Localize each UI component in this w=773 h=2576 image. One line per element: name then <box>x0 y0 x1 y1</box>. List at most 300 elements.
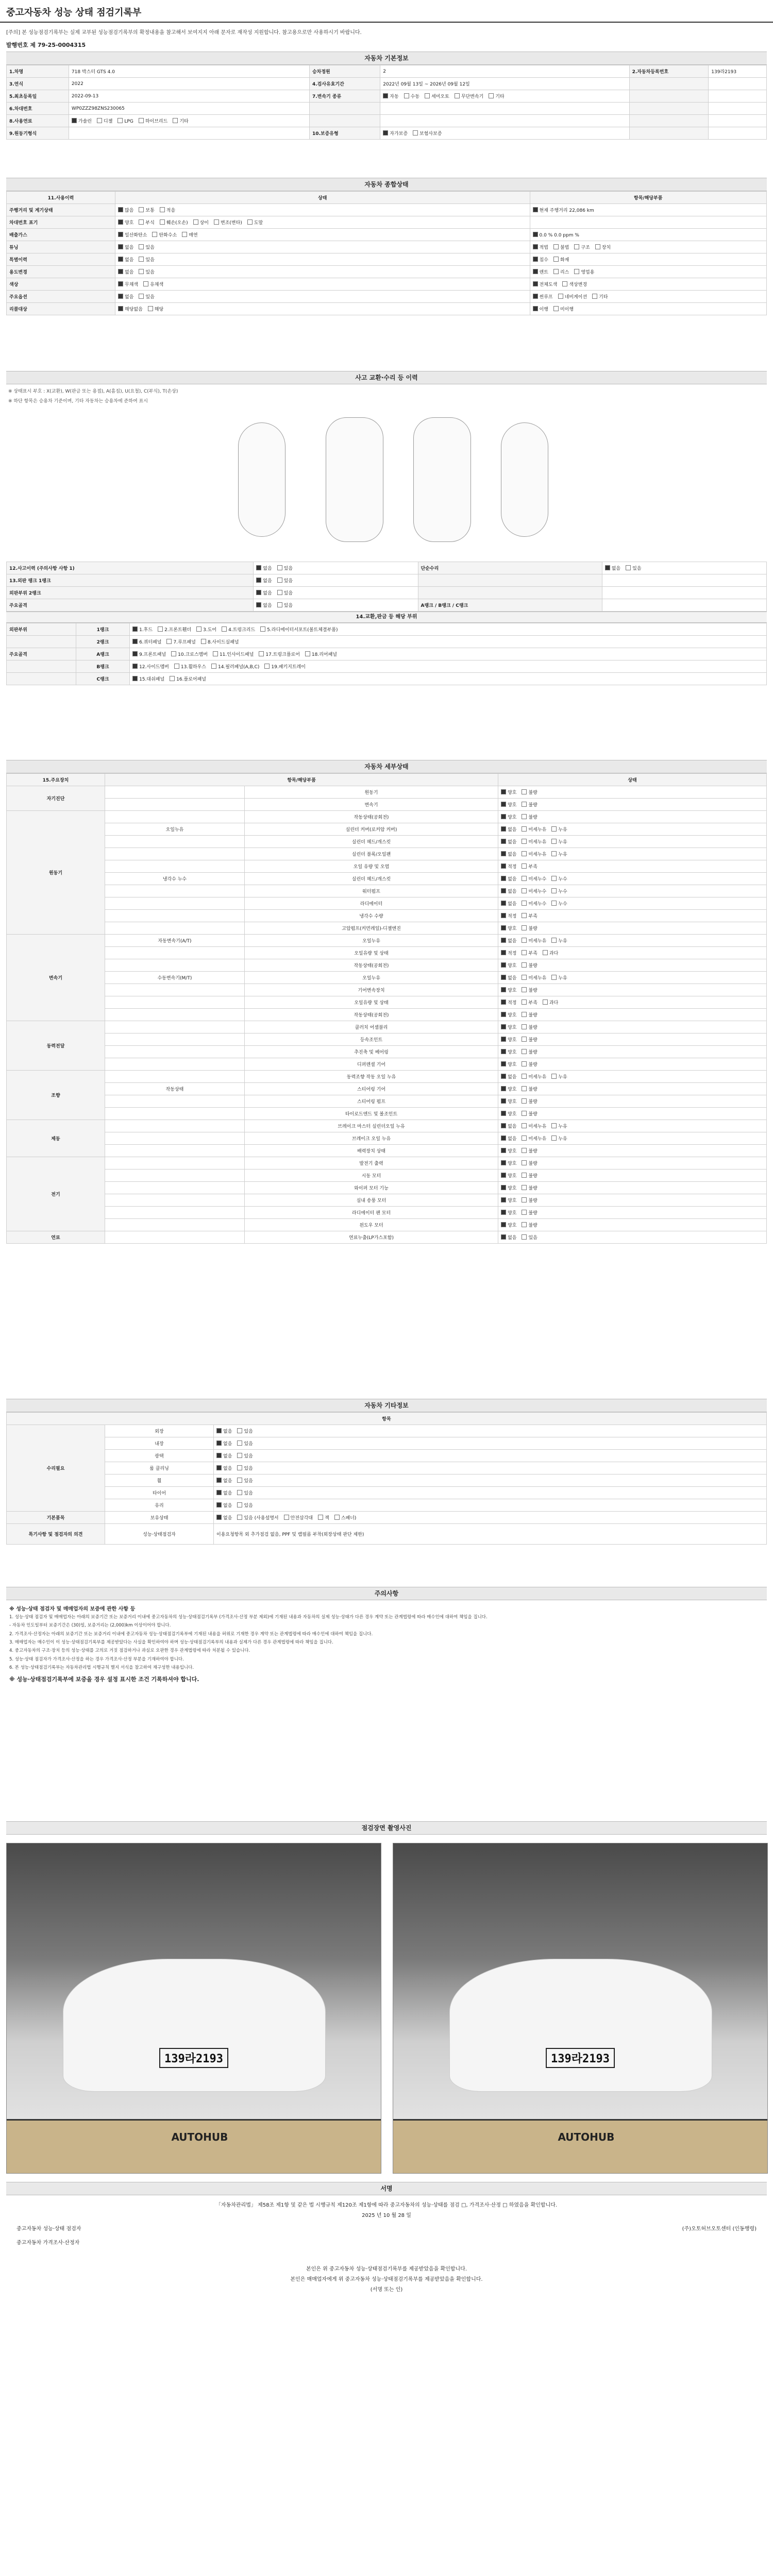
checkbox-option <box>501 889 516 894</box>
checkbox-option <box>522 1099 537 1105</box>
lift-brand-2: AUTOHUB <box>558 2130 615 2143</box>
checkbox-option <box>522 840 546 845</box>
part-name: 원동기 <box>244 786 498 799</box>
field-label: 5.최초등록일 <box>7 90 69 103</box>
checkbox-label: 수동 <box>410 94 420 99</box>
caution-line: 6. 본 성능·상태점검기록부는 자동차관리법 시행규칙 별지 서식을 참고하여 재구성한 내용입니다. <box>9 1665 194 1670</box>
parts-group-label <box>7 673 76 685</box>
signature-statement: 「자동차관리법」 제58조 제1항 및 같은 법 시행규칙 제120조 제1항에 따라 중고자동차의 성능·상태를 점검 □, 가격조사·산정 □ 하였음을 확인합니다. <box>215 2202 558 2208</box>
basic-items-row <box>7 1512 767 1524</box>
checkbox-option <box>551 902 567 907</box>
checkbox-label: 13.휠하우스 <box>180 665 206 670</box>
checkbox-label: 있음 (사용설명서 <box>244 1516 279 1521</box>
part-name: 냉각수 수량 <box>244 910 498 922</box>
part-status <box>498 1009 767 1021</box>
part-name: 와이퍼 모터 기능 <box>244 1182 498 1194</box>
parts-options <box>130 648 767 660</box>
item-parts <box>530 241 766 253</box>
detail-row <box>7 799 767 811</box>
checkbox-option <box>501 1112 516 1117</box>
checkbox-label: 있음 <box>244 1429 253 1434</box>
checkbox-option <box>501 976 516 981</box>
part-status <box>498 1120 767 1132</box>
field-value <box>709 115 767 127</box>
part-status <box>498 1170 767 1182</box>
part-status <box>498 1182 767 1194</box>
checkbox-icon <box>533 294 538 299</box>
part-status <box>498 873 767 885</box>
transmission-options <box>380 90 629 103</box>
checkbox-icon <box>118 281 123 286</box>
checkbox-icon <box>522 876 527 881</box>
checkbox-option <box>501 902 516 907</box>
other-table <box>6 1412 767 1545</box>
device-group: 변속기 <box>7 935 105 1021</box>
checkbox-label: 부식 <box>145 221 155 226</box>
checkbox-icon <box>592 294 597 299</box>
part-name: 오일유량 및 상태 <box>244 947 498 959</box>
field-value <box>709 103 767 115</box>
checkbox-icon <box>247 219 253 225</box>
buyer-line: 본인은 위 중고자동차 성능·상태점검기록부를 제공받았음을 확인합니다. <box>306 2266 467 2272</box>
lift-brand-1: AUTOHUB <box>171 2130 228 2143</box>
checkbox-option <box>160 221 188 226</box>
detail-row <box>7 1207 767 1219</box>
checkbox-icon <box>501 1061 506 1066</box>
checkbox-label: 불량 <box>528 1025 537 1030</box>
checkbox-option <box>132 677 164 682</box>
cert-value: 79-25-0004315 <box>37 42 86 48</box>
checkbox-label: 양호 <box>508 803 517 808</box>
part-status <box>498 823 767 836</box>
checkbox-icon <box>237 1490 242 1495</box>
checkbox-option <box>139 258 154 263</box>
item-parts <box>530 216 766 229</box>
checkbox-option <box>216 1503 232 1509</box>
checkbox-option <box>118 270 133 275</box>
checkbox-icon <box>522 1111 527 1116</box>
overall-header-row <box>7 192 767 204</box>
checkbox-option <box>118 245 133 250</box>
column-header: 상태 <box>115 192 530 204</box>
checkbox-icon <box>522 1136 527 1141</box>
repair-status <box>214 1462 767 1475</box>
checkbox-icon <box>132 651 138 656</box>
checkbox-label: 누수 <box>558 902 567 907</box>
field-label <box>629 127 709 140</box>
checkbox-option <box>171 652 208 657</box>
checkbox-option <box>216 1442 232 1447</box>
repair-item: 유리 <box>105 1499 214 1512</box>
part-status <box>498 1219 767 1231</box>
checkbox-label: 양호 <box>508 1149 517 1154</box>
checkbox-label: 미이행 <box>560 307 574 312</box>
checkbox-label: 있음 <box>283 579 293 584</box>
checkbox-icon <box>551 1123 557 1128</box>
checkbox-label: 없음 <box>508 1075 517 1080</box>
checkbox-option <box>237 1466 253 1471</box>
damage-row <box>7 599 767 612</box>
checkbox-option <box>605 566 620 571</box>
license-plate-2: 139라2193 <box>546 2048 615 2068</box>
checkbox-icon <box>551 839 557 844</box>
checkbox-icon <box>139 269 144 274</box>
field-value <box>709 90 767 103</box>
checkbox-icon <box>501 1234 506 1240</box>
checkbox-icon <box>284 1515 289 1520</box>
rank-label: 1랭크 <box>76 623 129 636</box>
checkbox-option <box>522 988 537 993</box>
checkbox-option <box>501 815 516 820</box>
part-name: 실내 송풍 모터 <box>244 1194 498 1207</box>
checkbox-option <box>501 1099 516 1105</box>
repair-status <box>214 1437 767 1450</box>
checkbox-label: 없음 <box>508 889 517 894</box>
damage-status <box>602 574 766 587</box>
checkbox-label: 18.리어패널 <box>311 652 337 657</box>
checkbox-option <box>132 652 166 657</box>
checkbox-option <box>455 94 483 99</box>
checkbox-label: 양호 <box>508 1050 517 1055</box>
checkbox-option <box>522 914 537 919</box>
checkbox-icon <box>501 1210 506 1215</box>
checkbox-label: 없음 <box>125 270 134 275</box>
checkbox-icon <box>413 130 418 135</box>
checkbox-option <box>522 1025 537 1030</box>
overall-row <box>7 303 767 315</box>
checkbox-option <box>533 307 548 312</box>
checkbox-option <box>522 1087 537 1092</box>
checkbox-option <box>501 939 516 944</box>
checkbox-label: 없음 <box>223 1491 232 1496</box>
checkbox-icon <box>501 1197 506 1202</box>
checkbox-icon <box>533 281 538 286</box>
item-status <box>115 291 530 303</box>
checkbox-option <box>533 208 594 213</box>
checkbox-option <box>214 221 242 226</box>
repair-status <box>214 1487 767 1499</box>
sub-group <box>105 1120 245 1132</box>
checkbox-icon <box>118 294 123 299</box>
part-status <box>498 1033 767 1046</box>
checkbox-icon <box>501 1123 506 1128</box>
repair-group: 수리필요 <box>7 1425 105 1512</box>
checkbox-label: 미세누수 <box>528 877 547 882</box>
checkbox-option <box>425 94 449 99</box>
checkbox-option <box>501 1223 516 1228</box>
checkbox-icon <box>237 1515 242 1520</box>
checkbox-icon <box>237 1465 242 1470</box>
checkbox-icon <box>522 1173 527 1178</box>
checkbox-option <box>522 1198 537 1204</box>
checkbox-label: 양호 <box>508 1087 517 1092</box>
part-name: 오일누유 <box>244 972 498 984</box>
checkbox-label: 양호 <box>508 1161 517 1166</box>
checkbox-icon <box>216 1428 222 1433</box>
checkbox-label: 없음 <box>508 852 517 857</box>
checkbox-label: 없음 <box>508 939 517 944</box>
detail-table <box>6 773 767 1244</box>
damage-label: 단순수리 <box>418 562 602 574</box>
checkbox-label: 양호 <box>508 1198 517 1204</box>
repair-item: 광택 <box>105 1450 214 1462</box>
sub-group <box>105 1231 245 1244</box>
checkbox-label: 양호 <box>508 1062 517 1067</box>
checkbox-option <box>501 951 516 956</box>
checkbox-option <box>160 208 175 213</box>
checkbox-icon <box>152 232 157 237</box>
device-group: 전기 <box>7 1157 105 1231</box>
checkbox-icon <box>260 626 265 632</box>
parts-options <box>130 673 767 685</box>
checkbox-option <box>118 221 133 226</box>
part-name: 워터펌프 <box>244 885 498 897</box>
part-status <box>498 1207 767 1219</box>
caution-line: 1. 성능·상태 점검자 및 매매업자는 아래의 보증기간 또는 보증거리 이내에 중고자동차의 성능·상태점검기록부 (가격조사·산정 부분 제외)에 기재된 내용과 자동차의 실제 성능·상태가 다른 경우 계약 또는 관계법령에 따라 매수인에 대하여 책임을 집니다. <box>9 1615 488 1620</box>
checkbox-label: 없음 <box>223 1466 232 1471</box>
checkbox-label: 미세누수 <box>528 902 547 907</box>
basic-info-row <box>7 115 767 127</box>
checkbox-icon <box>522 987 527 992</box>
checkbox-label: 없음 <box>508 1124 517 1129</box>
damage-row <box>7 562 767 574</box>
checkbox-option <box>522 1174 537 1179</box>
item-status <box>115 216 530 229</box>
checkbox-option <box>501 926 516 931</box>
checkbox-option <box>166 640 195 645</box>
parts-group-label <box>7 636 76 648</box>
checkbox-icon <box>148 306 153 311</box>
checkbox-label: 적정 <box>508 914 517 919</box>
item-status <box>115 229 530 241</box>
parts-row <box>7 636 767 648</box>
checkbox-icon <box>201 639 206 644</box>
checkbox-label: 불량 <box>528 1149 537 1154</box>
damage-status <box>254 574 418 587</box>
field-label: 10.보증유형 <box>309 127 380 140</box>
field-label: 2.자동차등록번호 <box>629 65 709 78</box>
checkbox-label: 불량 <box>528 1198 537 1204</box>
checkbox-icon <box>383 93 388 98</box>
checkbox-option <box>501 803 516 808</box>
field-value: 718 박스터 GTS 4.0 <box>69 65 309 78</box>
detail-header-row <box>7 774 767 786</box>
part-name: 타이로드엔드 및 볼조인트 <box>244 1108 498 1120</box>
checkbox-option <box>558 295 587 300</box>
sub-group <box>105 836 245 848</box>
checkbox-option <box>522 827 546 833</box>
caution-line: 4. 중고자동차의 구조·장치 등의 성능·상태를 고의로 거짓 점검하거나 과실로 오판한 경우 관계법령에 따라 처분될 수 있습니다. <box>9 1648 250 1654</box>
checkbox-icon <box>318 1515 323 1520</box>
checkbox-option <box>501 1124 516 1129</box>
checkbox-label: 없음 <box>508 877 517 882</box>
checkbox-icon <box>533 244 538 249</box>
checkbox-label: 미세누유 <box>528 852 547 857</box>
part-status <box>498 836 767 848</box>
checkbox-icon <box>553 306 559 311</box>
checkbox-label: 있음 <box>145 245 155 250</box>
checkbox-option <box>553 245 569 250</box>
overall-table <box>6 191 767 315</box>
checkbox-label: 4.트렁크리드 <box>228 628 256 633</box>
checkbox-option <box>334 1516 357 1521</box>
checkbox-icon <box>118 219 123 225</box>
parts-row <box>7 673 767 685</box>
checkbox-icon <box>553 244 559 249</box>
checkbox-icon <box>139 244 144 249</box>
detail-row <box>7 860 767 873</box>
checkbox-icon <box>214 219 219 225</box>
checkbox-label: 네비게이션 <box>564 295 587 300</box>
checkbox-label: 불법 <box>560 245 569 250</box>
checkbox-label: 5.라디에이터서포트(볼트체결부품) <box>267 628 338 633</box>
parts-header: 14.교환,판금 등 해당 부위 <box>6 612 767 623</box>
checkbox-option <box>501 1062 516 1067</box>
basic-info-row <box>7 78 767 90</box>
item-parts <box>530 291 766 303</box>
checkbox-label: 자동 <box>390 94 399 99</box>
device-group: 제동 <box>7 1120 105 1157</box>
checkbox-icon <box>139 118 144 123</box>
basic-info-band: 자동차 기본정보 <box>6 52 767 65</box>
checkbox-option <box>139 119 167 124</box>
checkbox-option <box>489 94 504 99</box>
checkbox-icon <box>501 1037 506 1042</box>
checkbox-label: 7.루프패널 <box>173 640 196 645</box>
car-left-side-diagram <box>238 422 285 537</box>
item-status <box>115 204 530 216</box>
checkbox-icon <box>216 1515 222 1520</box>
checkbox-label: 양호 <box>508 1013 517 1018</box>
checkbox-label: 누유 <box>558 1075 567 1080</box>
checkbox-label: 누유 <box>558 976 567 981</box>
part-name: 실린더 헤드/개스킷 <box>244 836 498 848</box>
lift-ramp-2 <box>393 2119 767 2173</box>
checkbox-icon <box>522 1148 527 1153</box>
checkbox-option <box>501 877 516 882</box>
checkbox-option <box>551 976 567 981</box>
checkbox-option <box>626 566 641 571</box>
checkbox-icon <box>118 244 123 249</box>
opinion-row <box>7 1524 767 1545</box>
checkbox-icon <box>501 826 506 832</box>
checkbox-label: 없음 <box>125 245 134 250</box>
sub-group <box>105 922 245 935</box>
checkbox-label: 불량 <box>528 1211 537 1216</box>
checkbox-option <box>522 951 537 956</box>
checkbox-icon <box>501 1086 506 1091</box>
basic-info-row <box>7 127 767 140</box>
checkbox-option <box>551 1075 567 1080</box>
sub-group <box>105 1046 245 1058</box>
checkbox-icon <box>522 913 527 918</box>
detail-row <box>7 947 767 959</box>
checkbox-icon <box>522 1160 527 1165</box>
checkbox-icon <box>158 626 163 632</box>
checkbox-icon <box>489 93 494 98</box>
detail-band: 자동차 세부상태 <box>6 760 767 773</box>
part-status <box>498 996 767 1009</box>
checkbox-icon <box>522 1123 527 1128</box>
item-parts <box>530 278 766 291</box>
checkbox-label: 있음 <box>145 270 155 275</box>
signature-band: 서명 <box>6 2182 767 2195</box>
checkbox-label: 있음 <box>528 1235 537 1241</box>
checkbox-label: 화재 <box>560 258 569 263</box>
item-parts <box>530 204 766 216</box>
item-label: 특별이력 <box>7 253 115 266</box>
part-status <box>498 959 767 972</box>
checkbox-label: 없음 <box>125 258 134 263</box>
part-name: 작동상태(공회전) <box>244 1009 498 1021</box>
part-name: 디퍼렌셜 기어 <box>244 1058 498 1071</box>
field-label: 8.사용연료 <box>7 115 69 127</box>
checkbox-option <box>193 221 209 226</box>
checkbox-icon <box>139 294 144 299</box>
checkbox-icon <box>97 118 102 123</box>
repair-item: 외장 <box>105 1425 214 1437</box>
part-name: 연료누출(LP가스포함) <box>244 1231 498 1244</box>
checkbox-icon <box>522 826 527 832</box>
checkbox-option <box>139 245 154 250</box>
caution-foot: ※ 성능·상태점검기록부에 보증을 경우 설정 표시한 조건 기록하셔야 합니다. <box>9 1676 199 1683</box>
checkbox-label: 미세누수 <box>528 889 547 894</box>
checkbox-label: 16.플로어패널 <box>176 677 206 682</box>
field-label <box>629 78 709 90</box>
checkbox-icon <box>522 925 527 930</box>
sub-group <box>105 1170 245 1182</box>
checkbox-option <box>277 603 293 608</box>
detail-row <box>7 1021 767 1033</box>
checkbox-label: 해당없음 <box>125 307 143 312</box>
checkbox-option <box>501 1075 516 1080</box>
checkbox-icon <box>533 306 538 311</box>
checkbox-icon <box>522 863 527 869</box>
checkbox-label: 탄화수소 <box>159 233 177 238</box>
checkbox-icon <box>455 93 460 98</box>
parts-group-label: 주요골격 <box>7 648 76 660</box>
repair-status <box>214 1450 767 1462</box>
part-name: 실린더 블록/오일팬 <box>244 848 498 860</box>
checkbox-icon <box>543 950 548 955</box>
checkbox-option <box>256 591 272 596</box>
checkbox-label: 없음 <box>223 1429 232 1434</box>
checkbox-option <box>543 951 558 956</box>
checkbox-icon <box>211 664 216 669</box>
checkbox-label: 과다 <box>549 1001 559 1006</box>
checkbox-label: 침수 <box>539 258 548 263</box>
part-name: 작동상태(공회전) <box>244 959 498 972</box>
damage-legend-2: ※ 하단 항목은 승용차 기준이며, 기타 자동차는 승용차에 준하여 표시 <box>8 399 148 404</box>
checkbox-option <box>501 1038 516 1043</box>
checkbox-icon <box>170 676 175 681</box>
checkbox-label: 불량 <box>528 815 537 820</box>
checkbox-icon <box>237 1478 242 1483</box>
basic-info-row <box>7 103 767 115</box>
part-status <box>498 885 767 897</box>
checkbox-label: 현재 주행거리 22,086 km <box>539 208 594 213</box>
field-label <box>629 103 709 115</box>
checkbox-option <box>216 1516 232 1521</box>
checkbox-label: 양호 <box>508 815 517 820</box>
checkbox-option <box>118 258 133 263</box>
sub-group <box>105 897 245 910</box>
checkbox-icon <box>277 590 282 595</box>
field-label: 1.차명 <box>7 65 69 78</box>
item-label: 배출가스 <box>7 229 115 241</box>
caution-body <box>6 1600 767 1687</box>
device-group: 동력전달 <box>7 1021 105 1071</box>
